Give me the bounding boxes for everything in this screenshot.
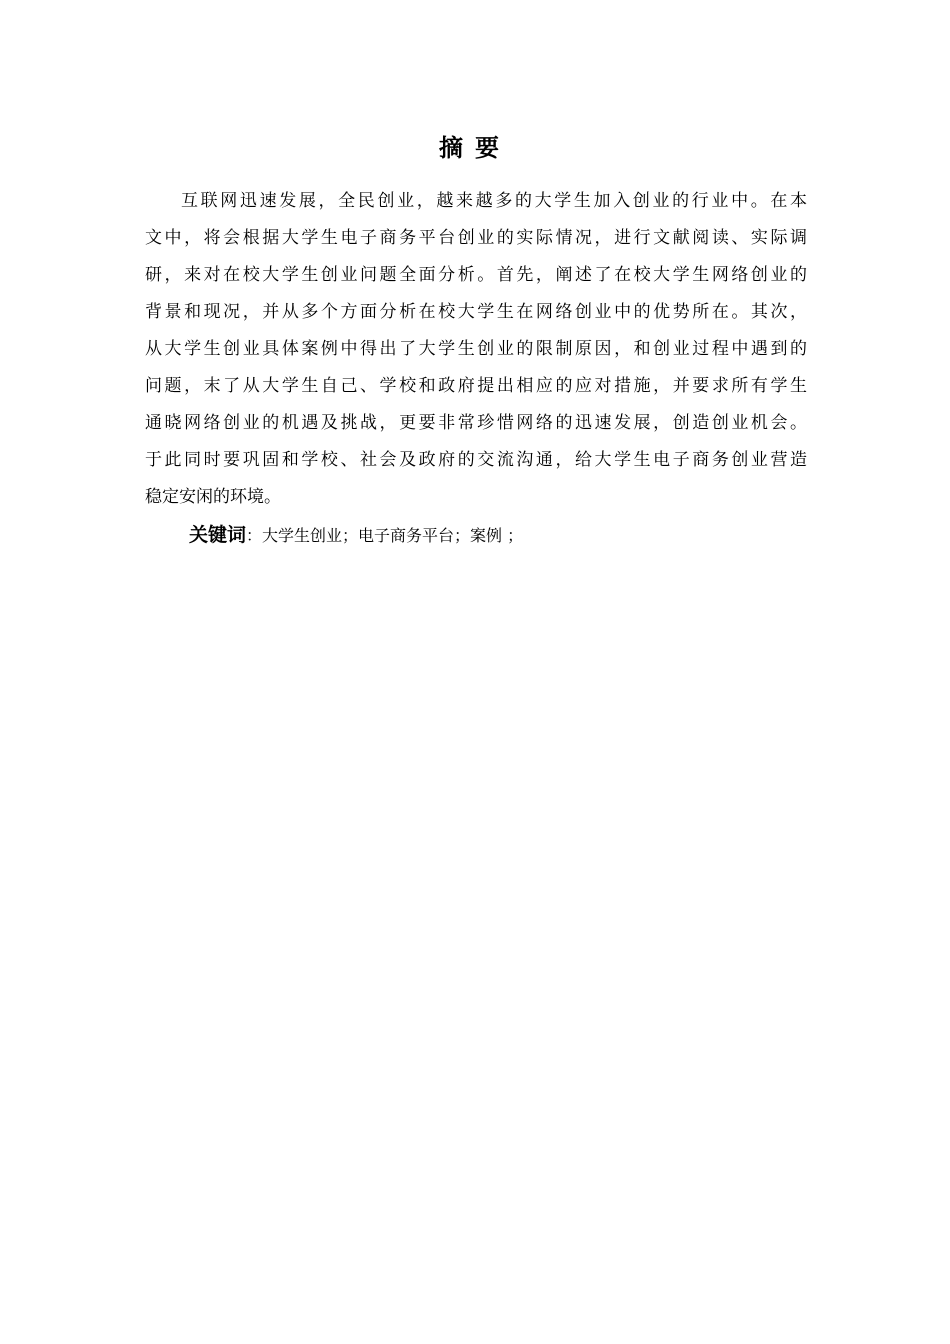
abstract-line: 稳定安闲的环境。 xyxy=(145,487,281,507)
abstract-line: 背景和现况，并从多个方面分析在校大学生在网络创业中的优势所在。其次， xyxy=(145,302,807,322)
abstract-body xyxy=(145,183,807,516)
abstract-line: 问题，末了从大学生自己、学校和政府提出相应的应对措施，并要求所有学生 xyxy=(145,376,807,396)
abstract-line: 研，来对在校大学生创业问题全面分析。首先，阐述了在校大学生网络创业的 xyxy=(145,265,807,285)
abstract-line: 通晓网络创业的机遇及挑战，更要非常珍惜网络的迅速发展，创造创业机会。 xyxy=(145,413,807,433)
abstract-line: 于此同时要巩固和学校、社会及政府的交流沟通，给大学生电子商务创业营造 xyxy=(145,450,807,470)
abstract-line: 文中，将会根据大学生电子商务平台创业的实际情况，进行文献阅读、实际调 xyxy=(145,228,807,248)
abstract-title: 摘要 xyxy=(439,134,511,162)
abstract-line: 互联网迅速发展，全民创业，越来越多的大学生加入创业的行业中。在本 xyxy=(181,191,807,211)
abstract-line: 从大学生创业具体案例中得出了大学生创业的限制原因，和创业过程中遇到的 xyxy=(145,339,807,359)
keywords-label: 关键词 xyxy=(189,524,247,546)
keywords-value: ：大学生创业；电子商务平台；案例 ； xyxy=(246,526,524,545)
keywords xyxy=(189,518,523,553)
